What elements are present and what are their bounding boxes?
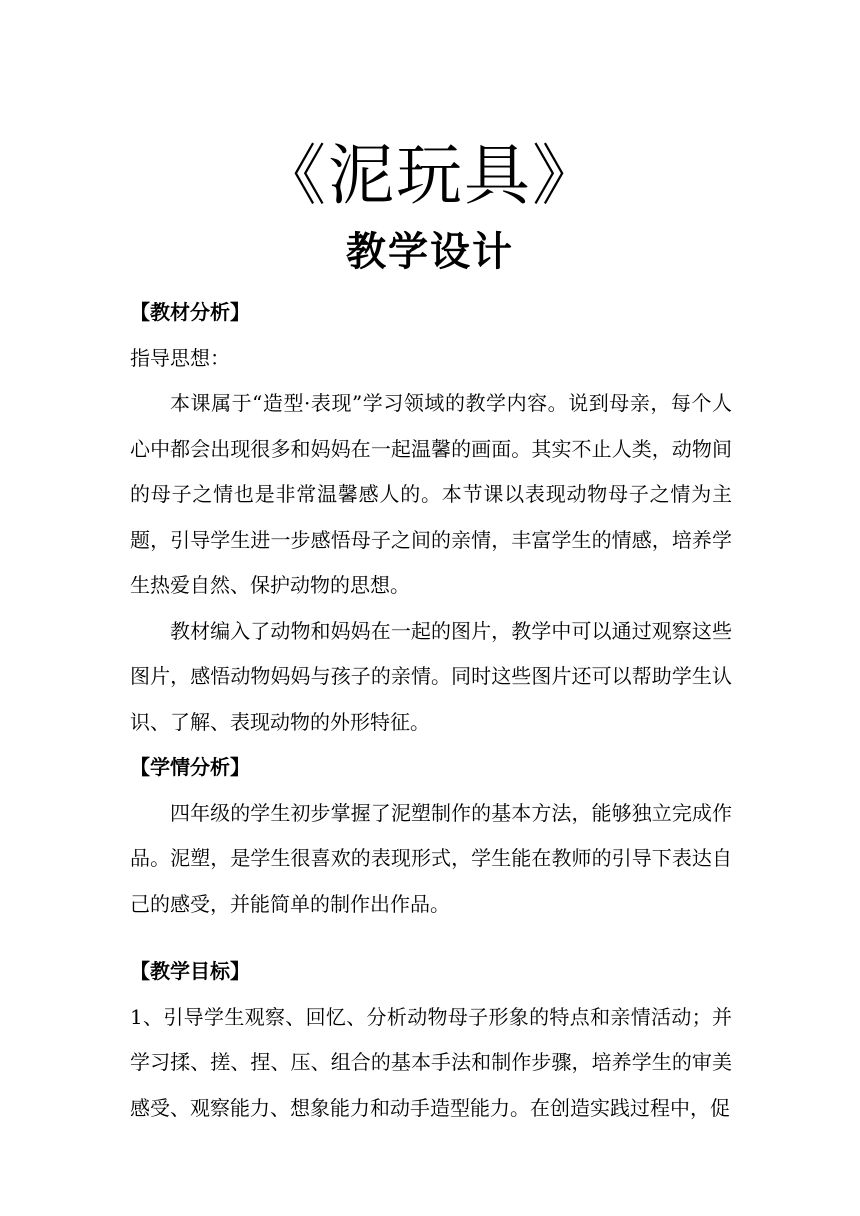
guiding-idea-label: 指导思想：: [130, 345, 230, 370]
student-analysis-paragraph-1: 四年级的学生初步掌握了泥塑制作的基本方法，能够独立完成作品。泥塑，是学生很喜欢的表现形式，学生能在教师的引导下表达自己的感受，并能简单的制作出作品。: [130, 800, 732, 916]
section-heading-teaching-goals: 【教学目标】: [130, 959, 250, 983]
material-analysis-paragraph-1: 本课属于“造型·表现”学习领域的教学内容。说到母亲，每个人心中都会出现很多和妈妈在一起温馨的画面。其实不止人类，动物间的母子之情也是非常温馨感人的。本节课以表现动物母子之情为主题，引导学生进一步感悟母子之间的亲情，丰富学生的情感，培养学生热爱自然、保护动物的思想。: [130, 391, 732, 597]
section-heading-material-analysis: 【教材分析】: [130, 300, 250, 324]
document-title: 《泥玩具》: [260, 137, 600, 214]
material-analysis-paragraph-2: 教材编入了动物和妈妈在一起的图片，教学中可以通过观察这些图片，感悟动物妈妈与孩子的亲情。同时这些图片还可以帮助学生认识、了解、表现动物的外形特征。: [130, 618, 732, 734]
section-spacer: [130, 927, 732, 949]
section-heading-student-analysis: 【学情分析】: [130, 755, 250, 779]
teaching-goal-item-1: 1、引导学生观察、回忆、分析动物母子形象的特点和亲情活动；并学习揉、搓、捏、压、组合的基本手法和制作步骤，培养学生的审美感受、观察能力、想象能力和动手造型能力。在创造实践过程中，促: [130, 1004, 732, 1120]
document-subtitle: 教学设计: [346, 228, 514, 275]
document-body: [130, 290, 732, 1131]
